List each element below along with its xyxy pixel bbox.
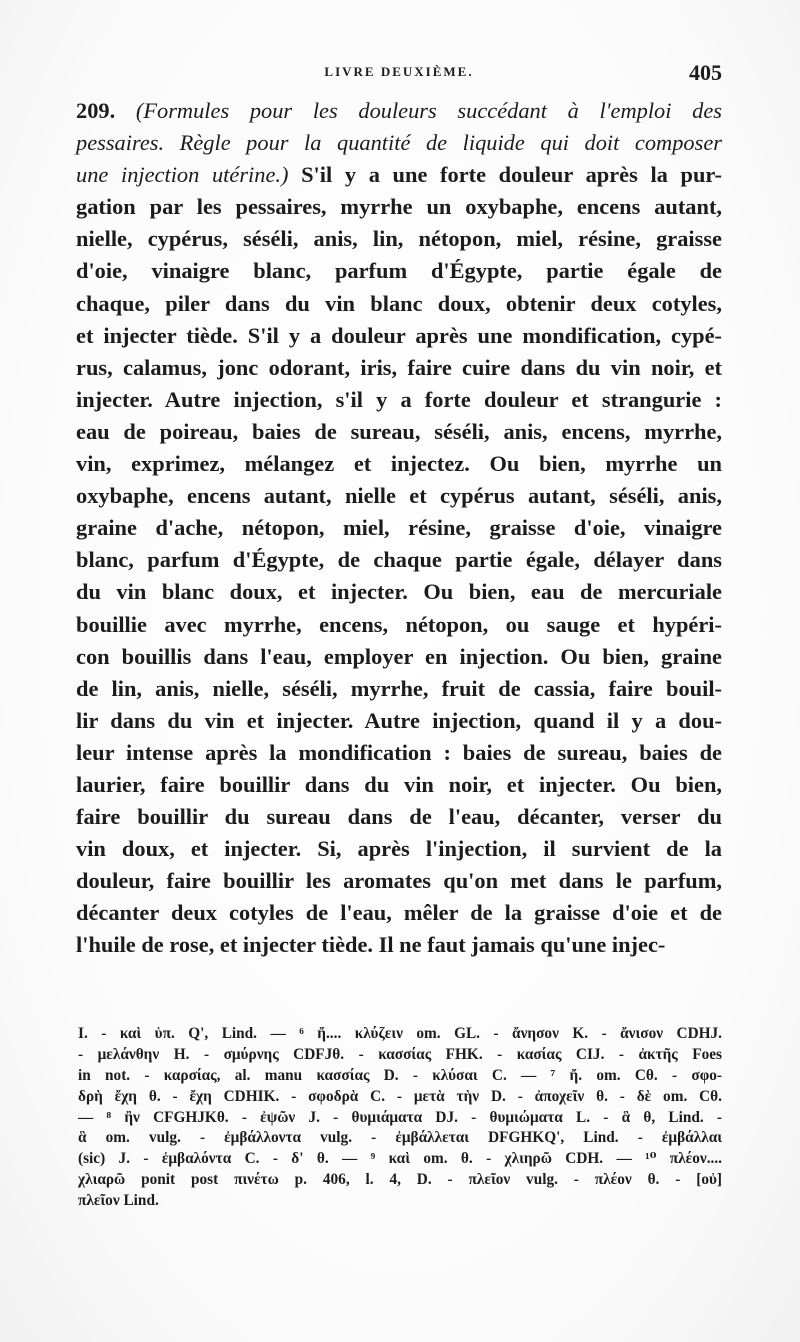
- text-line: injecter. Autre injection, s'il y a forte douleur et strangurie :: [76, 386, 722, 412]
- text-line: de lin, anis, nielle, séséli, myrrhe, fruit de cassia, faire bouil-: [76, 675, 722, 701]
- text-line: douleur, faire bouillir les aromates qu'on met dans le parfum,: [76, 868, 722, 894]
- text-line: graine d'ache, nétopon, miel, résine, graisse d'oie, vinaigre: [76, 515, 722, 541]
- text-line: oxybaphe, encens autant, nielle et cypérus autant, séséli, anis,: [76, 483, 722, 509]
- text-line: leur intense après la mondification : baies de sureau, baies de: [76, 739, 722, 765]
- paragraph-number: 209.: [76, 98, 116, 123]
- text-line: vin, exprimez, mélangez et injectez. Ou bien, myrrhe un: [76, 451, 722, 477]
- text-line: [76, 127, 722, 159]
- note-line: — ⁸ ἢν CFGHJKθ. - ἐψῶν J. - θυμιάματα DJ. - θυμιώματα L. - ἃ θ, Lind. -: [78, 1108, 722, 1126]
- text-line: vin doux, et injecter. Si, après l'injection, il survient de la: [76, 836, 722, 862]
- running-head: [76, 60, 722, 86]
- text-line: blanc, parfum d'Égypte, de chaque partie égale, délayer dans: [76, 547, 722, 573]
- note-line: ἃ om. vulg. - ἐμβάλλοντα vulg. - ἐμβάλλεται DFGHKQ', Lind. - ἐμβάλλαι: [78, 1129, 722, 1147]
- text-line: et injecter tiède. S'il y a douleur après une mondification, cypé-: [76, 322, 722, 348]
- main-paragraph: [76, 95, 722, 962]
- note-line: χλιαρῶ ponit post πινέτω p. 406, l. 4, D. - πλεῖον vulg. - πλέον θ. - [οὐ]: [78, 1171, 722, 1189]
- text-line: [76, 95, 722, 127]
- running-title: LIVRE DEUXIÈME.: [324, 64, 474, 79]
- text-line: chaque, piler dans du vin blanc doux, obtenir deux cotyles,: [76, 290, 722, 316]
- note-line: πλεῖον Lind.: [78, 1192, 159, 1210]
- text-line: [76, 159, 722, 191]
- text-line: nielle, cypérus, séséli, anis, lin, nétopon, miel, résine, graisse: [76, 226, 722, 252]
- text-line: gation par les pessaires, myrrhe un oxybaphe, encens autant,: [76, 194, 722, 220]
- text-line: décanter deux cotyles de l'eau, mêler de la graisse d'oie et de: [76, 900, 722, 926]
- note-line: (sic) J. - ἐμβαλόντα C. - δ' θ. — ⁹ καὶ om. θ. - χλιηρῶ CDH. — ¹⁰ πλέον....: [78, 1150, 722, 1168]
- text-line: eau de poireau, baies de sureau, séséli, anis, encens, myrrhe,: [76, 418, 722, 444]
- line-text: S'il y a une forte douleur après la pur-: [288, 162, 722, 188]
- text-line: rus, calamus, jonc odorant, iris, faire cuire dans du vin noir, et: [76, 354, 722, 380]
- text-line: faire bouillir du sureau dans de l'eau, décanter, verser du: [76, 804, 722, 830]
- italic-heading: (Formules pour les douleurs succédant à l'emploi des: [135, 98, 722, 123]
- note-line: in not. - καρσίας, al. manu κασσίας D. - κλύσαι C. — ⁷ ἤ. om. Cθ. - σφο-: [78, 1066, 722, 1084]
- text-line: bouillie avec myrrhe, encens, nétopon, ou sauge et hypéri-: [76, 611, 722, 637]
- italic-heading: une injection utérine.): [76, 162, 289, 188]
- text-line: con bouillis dans l'eau, employer en injection. Ou bien, graine: [76, 643, 722, 669]
- text-line: d'oie, vinaigre blanc, parfum d'Égypte, partie égale de: [76, 258, 722, 284]
- note-line: δρὴ ἔχη θ. - ἔχη CDHIK. - σφοδρὰ C. - μετὰ τὴν D. - ἀποχεῖν θ. - δὲ om. Cθ.: [78, 1087, 722, 1105]
- italic-heading: pessaires. Règle pour la quantité de liquide qui doit composer: [76, 130, 722, 156]
- critical-apparatus-notes: [78, 1024, 722, 1212]
- text-line: lir dans du vin et injecter. Autre injection, quand il y a dou-: [76, 707, 722, 733]
- text-line: l'huile de rose, et injecter tiède. Il ne faut jamais qu'une injec-: [76, 932, 666, 958]
- note-line: - μελάνθην H. - σμύρνης CDFJθ. - κασσίας FHK. - κασίας CIJ. - ἀκτῆς Foes: [78, 1045, 722, 1063]
- text-line: du vin blanc doux, et injecter. Ou bien, eau de mercuriale: [76, 579, 722, 605]
- note-line: I. - καὶ ὑπ. Q', Lind. — ⁶ ἤ.... κλύζειν om. GL. - ἄνησον K. - ἄνισον CDHJ.: [78, 1025, 722, 1042]
- text-line: laurier, faire bouillir dans du vin noir, et injecter. Ou bien,: [76, 771, 722, 797]
- page-number: 405: [689, 60, 722, 85]
